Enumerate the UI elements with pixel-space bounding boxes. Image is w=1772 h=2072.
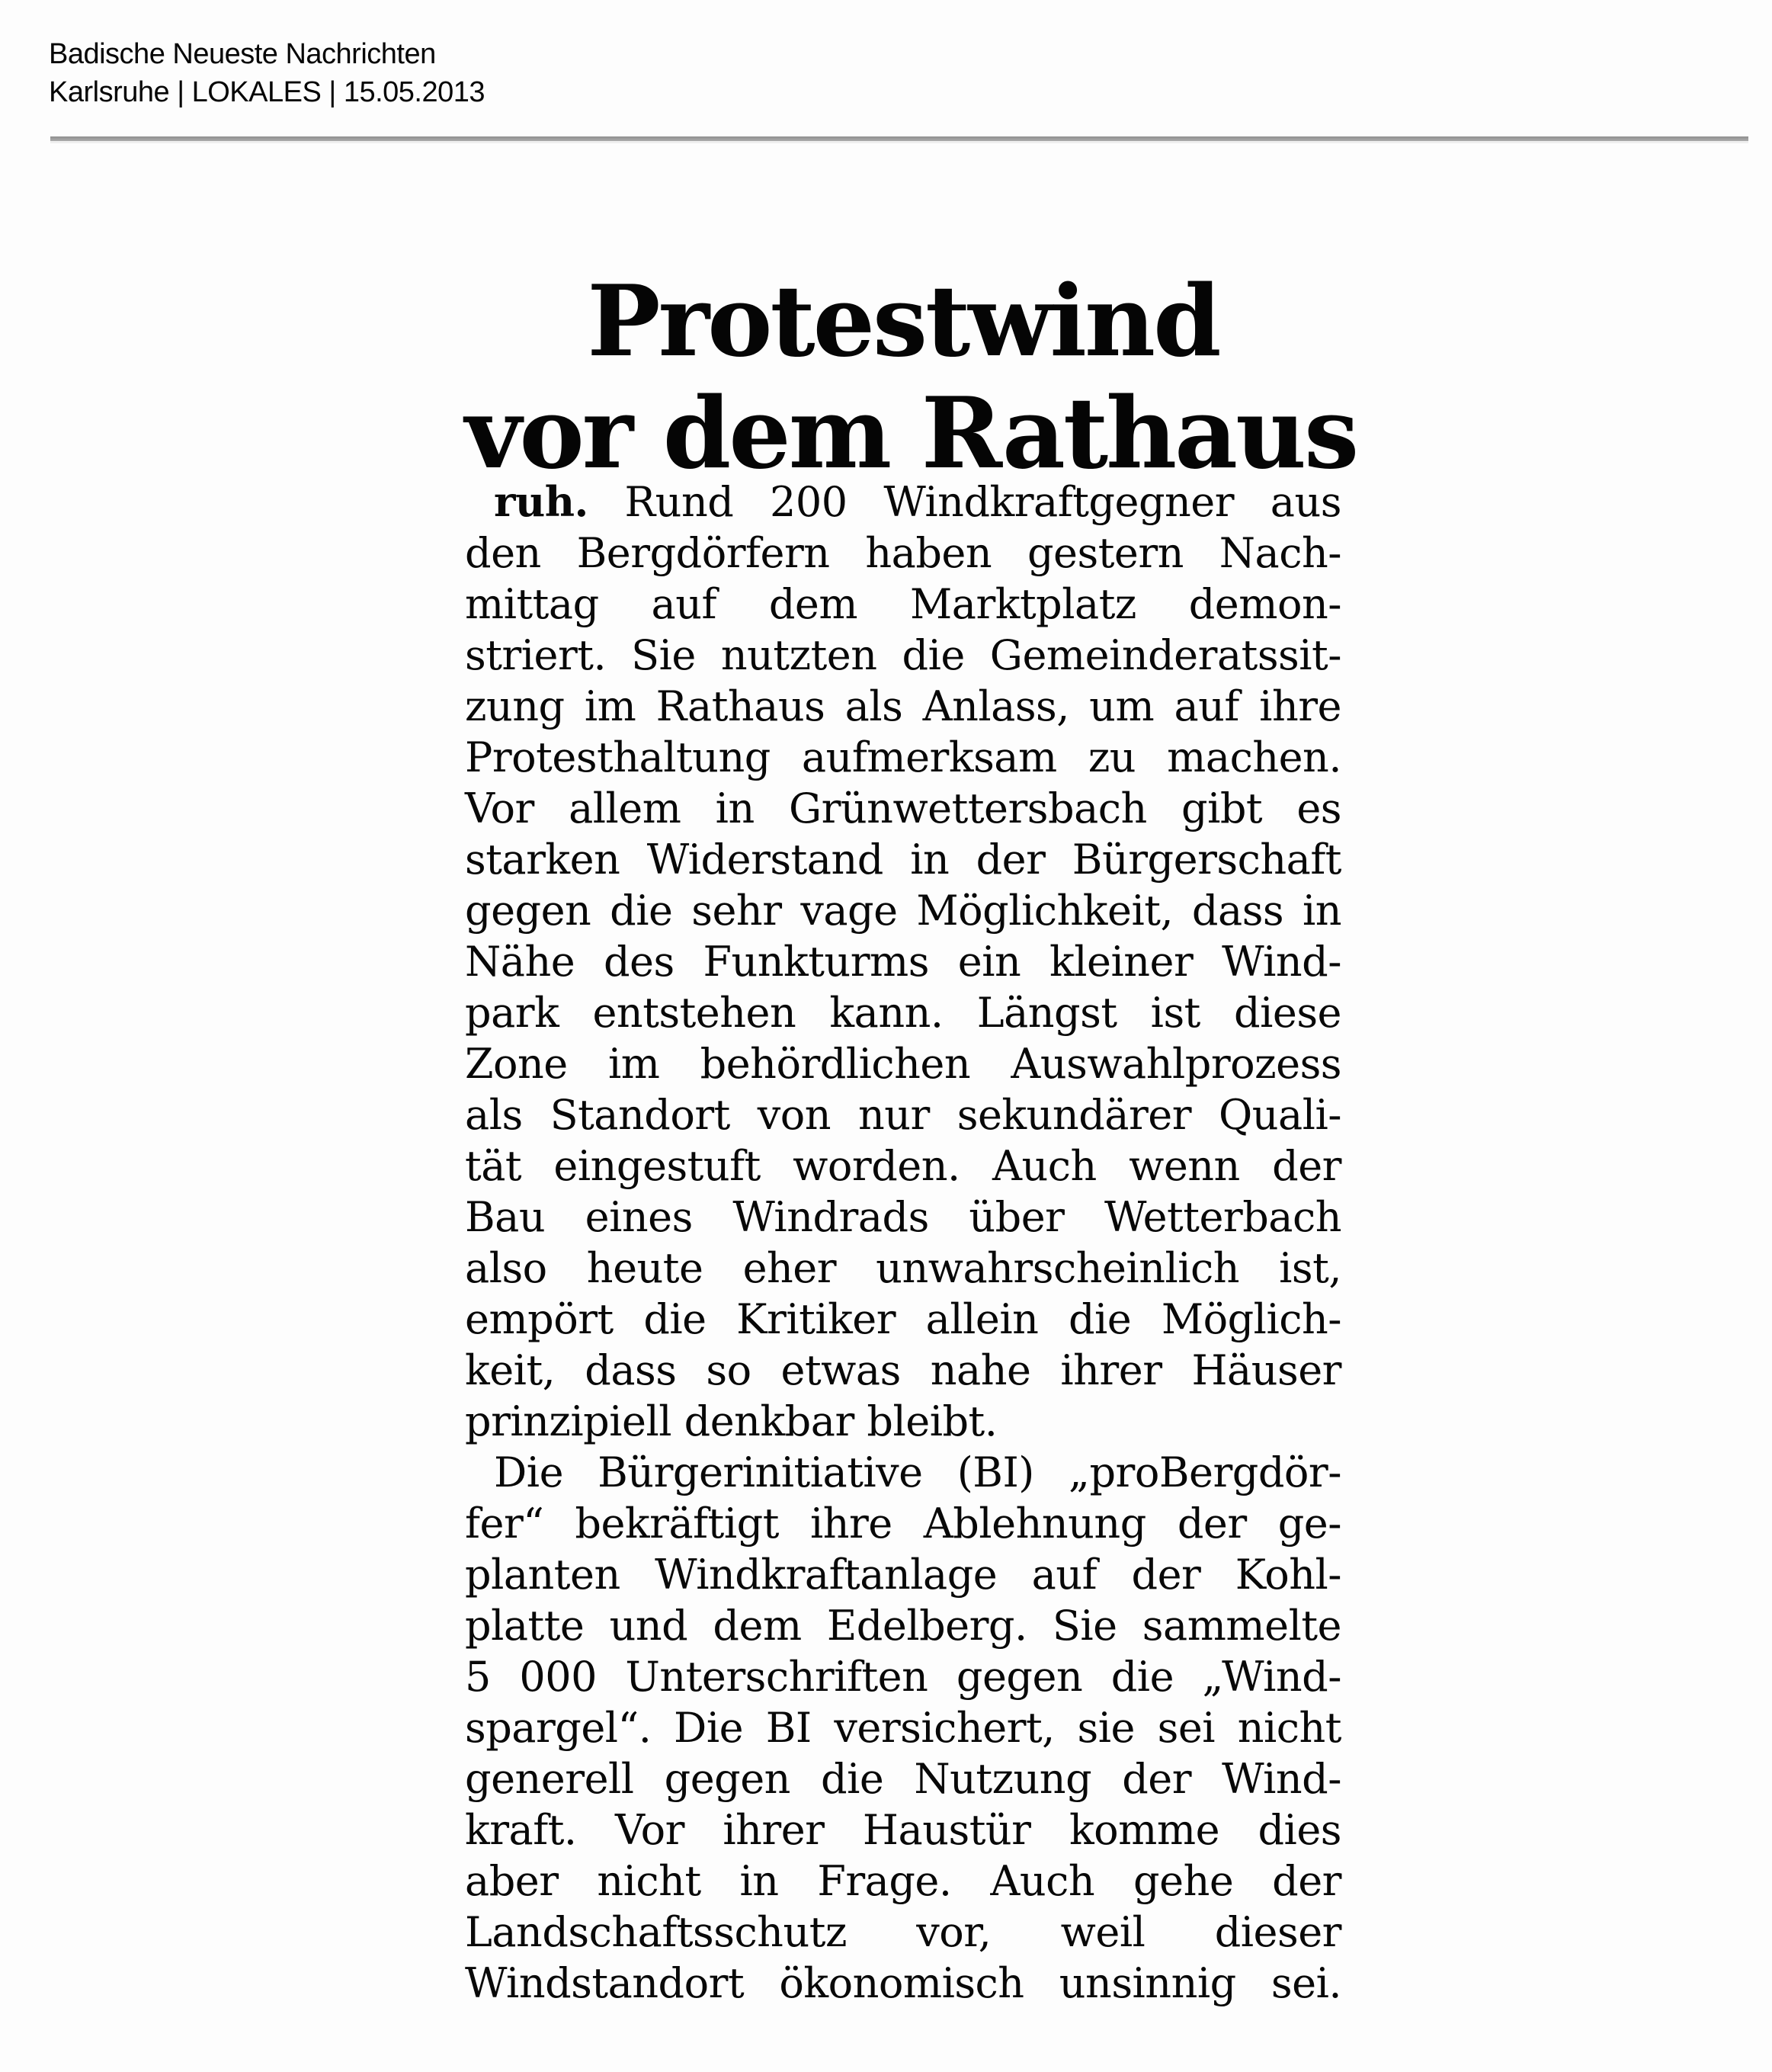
text-line: aber nicht in Frage. Auch gehe der [465,1857,1341,1905]
text-line: striert. Sie nutzten die Gemeinderatssit- [465,631,1341,679]
text-line: kraft. Vor ihrer Haustür komme dies [465,1806,1341,1854]
text-line: also heute eher unwahrscheinlich ist, [465,1244,1341,1292]
article-headline [465,264,1357,491]
text-line: starken Widerstand in der Bürgerschaft [465,836,1341,884]
text-line: keit, dass so etwas nahe ihrer Häuser [465,1346,1341,1394]
text-line: planten Windkraftanlage auf der Kohl- [465,1551,1341,1599]
article-body [465,476,1341,2009]
page-header [49,35,485,111]
text-line: Protesthaltung aufmerksam zu machen. [465,733,1341,781]
text-line: als Standort von nur sekundärer Quali- [465,1091,1341,1139]
article-paragraph [465,476,1341,1447]
text-line: park entstehen kann. Längst ist diese [465,989,1341,1037]
text-line: gegen die sehr vage Möglichkeit, dass in [465,887,1341,935]
text-line: Nähe des Funkturms ein kleiner Wind- [465,938,1341,986]
text-line: Vor allem in Grünwettersbach gibt es [465,784,1341,832]
text-line: prinzipiell denkbar bleibt. [465,1397,998,1445]
publication-meta: Karlsruhe | LOKALES | 15.05.2013 [49,76,485,108]
text-line: empört die Kritiker allein die Möglich- [465,1295,1341,1343]
text-line: mittag auf dem Marktplatz demon- [465,580,1341,628]
text-line: den Bergdörfern haben gestern Nach- [465,529,1341,577]
text-line: Die Bürgerinitiative (BI) „proBergdör- [494,1448,1341,1496]
text-line: zung im Rathaus als Anlass, um auf ihre [465,682,1341,730]
text-line: generell gegen die Nutzung der Wind- [465,1755,1341,1803]
text-line: Landschaftsschutz vor, weil dieser [465,1908,1341,1956]
text-line: 5 000 Unterschriften gegen die „Wind- [465,1653,1341,1701]
text-line: ruh. Rund 200 Windkraftgegner aus [494,477,1341,526]
article-paragraph [465,1447,1341,2009]
headline-line: Protestwind [587,264,1219,379]
text-line: spargel“. Die BI versichert, sie sei nicht [465,1704,1341,1752]
text-line: platte und dem Edelberg. Sie sammelte [465,1602,1341,1650]
text-line: tät eingestuft worden. Auch wenn der [465,1142,1341,1190]
headline-line: vor dem Rathaus [465,376,1357,491]
paragraph-lead: ruh. [494,477,588,526]
text-line: Windstandort ökonomisch unsinnig sei. [465,1959,1341,2007]
publication-name: Badische Neueste Nachrichten [49,38,436,70]
text-line: Zone im behördlichen Auswahlprozess [465,1040,1341,1088]
text-line: fer“ bekräftigt ihre Ablehnung der ge- [465,1499,1341,1548]
header-divider [50,136,1748,143]
text-line: Bau eines Windrads über Wetterbach [465,1193,1341,1241]
